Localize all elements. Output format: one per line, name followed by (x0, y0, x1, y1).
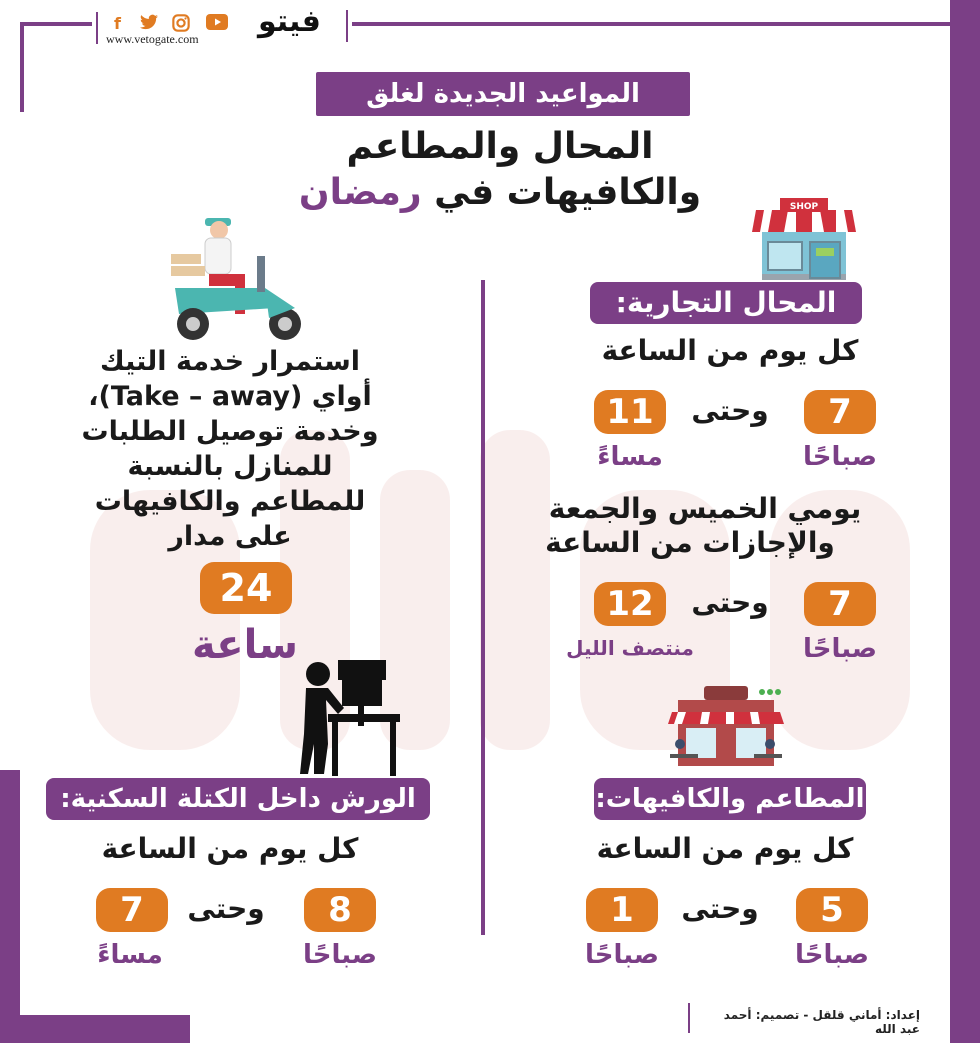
workshops-from-label: صباحًا (302, 940, 377, 970)
restaurants-and-until: وحتى (681, 892, 759, 925)
delivery-line-4: للمنازل بالنسبة (127, 451, 333, 482)
frame-bottom (0, 1015, 190, 1043)
title-badge: المواعيد الجديدة لغلق (316, 72, 690, 116)
shops-weekend-from-label: صباحًا (802, 634, 877, 664)
shops-weekday-to: 11 (594, 390, 666, 434)
site-url[interactable]: www.vetogate.com (106, 32, 199, 46)
delivery-line-2: أواي (Take – away)، (88, 381, 372, 412)
delivery-scooter-icon (165, 208, 310, 343)
shop-sign-text: SHOP (789, 202, 819, 212)
delivery-line-1: استمرار خدمة التيك (99, 346, 361, 377)
frame-left (20, 22, 24, 112)
shops-label: المحال التجارية: (590, 282, 862, 324)
shops-weekday-from: 7 (804, 390, 876, 434)
twitter-icon[interactable] (140, 14, 158, 34)
shops-weekend-to-label: منتصف الليل (566, 636, 694, 660)
delivery-line-6: على مدار (168, 521, 292, 552)
delivery-line-5: للمطاعم والكافيهات (94, 486, 366, 517)
facebook-icon[interactable]: f (114, 14, 121, 33)
workshops-to-label: مساءً (97, 940, 163, 970)
site-logo[interactable]: فيتو (258, 4, 321, 39)
credits: إعداد: أماني قلقل - تصميم: أحمد عبد الله (723, 1008, 920, 1036)
title-line-2 (290, 172, 710, 213)
shops-weekend-from: 7 (804, 582, 876, 626)
shops-weekday-from-label: صباحًا (802, 442, 877, 472)
shops-weekend-text: يومي الخميس والجمعة (548, 492, 862, 525)
header-separator (96, 12, 98, 44)
title-highlight: رمضان (298, 172, 422, 213)
frame-left-bottom (0, 770, 20, 1043)
shops-weekend-text-2: والإجازات من الساعة (545, 526, 835, 559)
workshop-worker-icon (298, 654, 402, 778)
restaurants-text: كل يوم من الساعة (596, 832, 854, 865)
column-divider (481, 280, 485, 935)
workshops-from: 8 (304, 888, 376, 932)
shop-icon (752, 196, 856, 280)
title-line-2-text: والكافيهات في (434, 172, 702, 213)
header-separator (346, 10, 348, 42)
restaurant-icon (666, 684, 786, 774)
restaurants-to-label: صباحًا (584, 940, 659, 970)
workshops-label: الورش داخل الكتلة السكنية: (46, 778, 430, 820)
delivery-line-3: وخدمة توصيل الطلبات (81, 416, 379, 447)
shops-weekday-text: كل يوم من الساعة (601, 334, 859, 367)
restaurants-from: 5 (796, 888, 868, 932)
shops-weekday-to-label: مساءً (597, 442, 663, 472)
footer-separator (688, 1003, 690, 1033)
workshops-and-until: وحتى (187, 892, 265, 925)
workshops-to: 7 (96, 888, 168, 932)
youtube-icon[interactable] (206, 14, 228, 34)
delivery-text-block (70, 344, 390, 554)
delivery-hours: 24 (200, 562, 292, 614)
shops-weekend-to: 12 (594, 582, 666, 626)
workshops-text: كل يوم من الساعة (101, 832, 359, 865)
shops-and-until-2: وحتى (691, 586, 769, 619)
title-line-1: المحال والمطاعم (346, 126, 654, 167)
delivery-hours-label: ساعة (192, 622, 298, 668)
restaurants-label: المطاعم والكافيهات: (594, 778, 866, 820)
restaurants-from-label: صباحًا (794, 940, 869, 970)
restaurants-to: 1 (586, 888, 658, 932)
frame-right (950, 0, 980, 1043)
shops-and-until: وحتى (691, 394, 769, 427)
